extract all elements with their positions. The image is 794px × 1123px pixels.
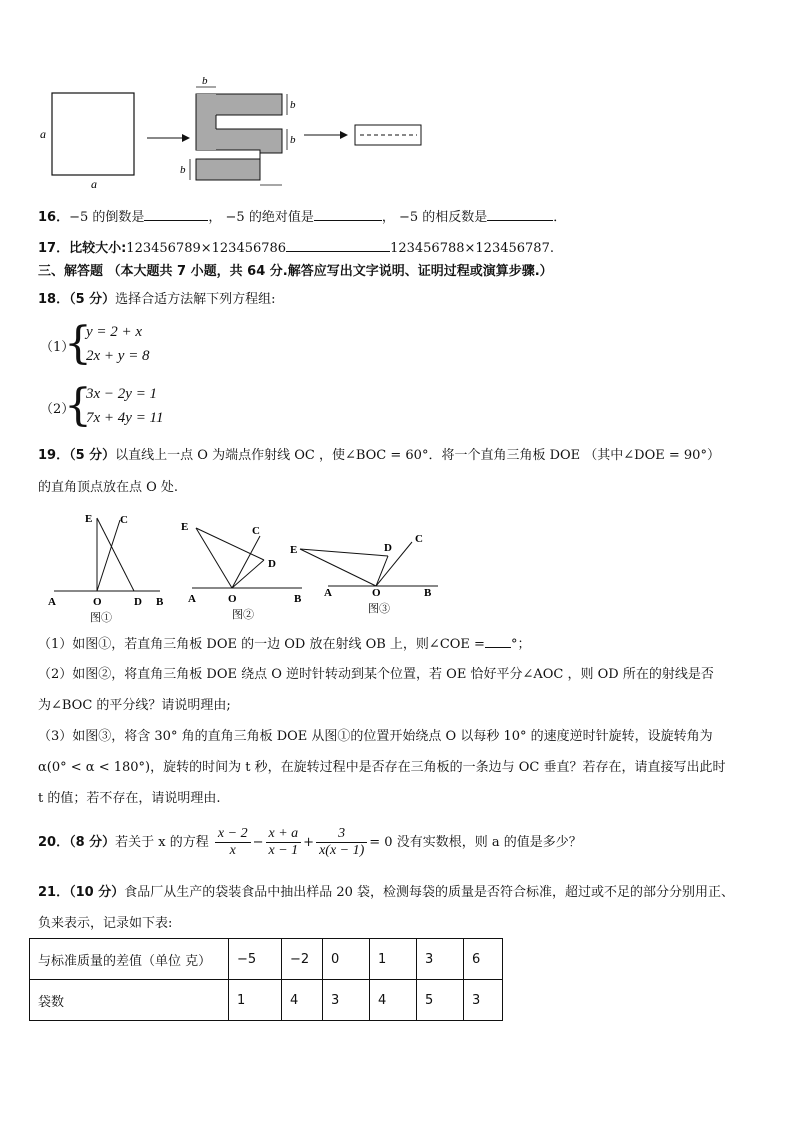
table-cell: 0 bbox=[323, 939, 370, 980]
svg-text:D: D bbox=[384, 542, 392, 554]
table-cell: 4 bbox=[282, 980, 323, 1021]
svg-text:B: B bbox=[424, 587, 432, 599]
svg-text:E: E bbox=[181, 521, 189, 533]
svg-text:b: b bbox=[290, 134, 296, 146]
svg-text:图③: 图③ bbox=[368, 603, 390, 615]
table-cell: 3 bbox=[417, 939, 464, 980]
table-row bbox=[30, 939, 503, 980]
svg-text:E: E bbox=[85, 513, 93, 525]
system-2: （2） { 3x − 2y = 1 7x + 4y = 11 bbox=[40, 380, 164, 431]
square-side-label: a bbox=[40, 127, 46, 141]
svg-text:b: b bbox=[202, 75, 208, 87]
fraction: $\frac{x - 2}{x}$ bbox=[215, 826, 251, 859]
svg-text:C: C bbox=[252, 525, 260, 537]
table-header-cell: 袋数 bbox=[30, 980, 229, 1021]
svg-text:C: C bbox=[120, 514, 128, 526]
answer-blank[interactable] bbox=[485, 633, 511, 648]
figure-3 bbox=[288, 516, 448, 624]
question-20: 20．（8 分）若关于 x 的方程 $\frac{x - 2}{x}$ − $\frac{x + a}{x - 1}$ + $\frac{3}{x(x - 1)}$ = 0 没有实数根，则 a 的值是多少？ bbox=[38, 826, 582, 858]
svg-text:E: E bbox=[290, 544, 298, 556]
svg-text:B: B bbox=[156, 596, 164, 608]
system-1: （1） { y = 2 + x 2x + y = 8 bbox=[40, 318, 150, 369]
svg-text:B: B bbox=[294, 593, 302, 605]
table-cell: 3 bbox=[323, 980, 370, 1021]
square-bottom-label: a bbox=[91, 177, 97, 191]
svg-text:A: A bbox=[48, 596, 56, 608]
table-cell: 1 bbox=[229, 980, 282, 1021]
question-19: 19．（5 分）以直线上一点 O 为端点作射线 OC ，使∠BOC = 60°．将一个直角三角板 DOE （其中∠DOE = 90°） bbox=[38, 448, 720, 463]
question-19-part-1: （1）如图①，若直角三角板 DOE 的一边 OD 放在射线 OB 上，则∠COE = °； bbox=[38, 633, 530, 655]
question-21-cont: 负来表示，记录如下表: bbox=[38, 916, 173, 931]
svg-text:O: O bbox=[93, 596, 102, 608]
fraction: $\frac{3}{x(x - 1)}$ bbox=[316, 826, 367, 859]
question-21: 21．（10 分）食品厂从生产的袋装食品中抽出样品 20 袋，检测每袋的质量是否符合标准，超过或不足的部分分别用正、 bbox=[38, 885, 735, 900]
data-table bbox=[29, 938, 503, 1021]
figure-1 bbox=[40, 508, 180, 626]
svg-text:D: D bbox=[268, 558, 276, 570]
table-cell: 6 bbox=[464, 939, 503, 980]
question-18: 18．（5 分）选择合适方法解下列方程组: bbox=[38, 292, 276, 307]
svg-text:O: O bbox=[372, 587, 381, 599]
svg-text:图②: 图② bbox=[232, 609, 254, 621]
question-17: 17．比较大小:123456789×123456786 123456788×123456787. bbox=[38, 237, 554, 259]
question-19-part-3-cont: α(0° < α < 180°)，旋转的时间为 t 秒，在旋转过程中是否存在三角板的一条边与 OC 垂直？若存在，请直接写出此时 bbox=[38, 760, 726, 775]
svg-text:A: A bbox=[188, 593, 196, 605]
table-row bbox=[30, 980, 503, 1021]
question-19-part-3-cont: t 的值；若不存在，请说明理由. bbox=[38, 791, 221, 806]
top-figure bbox=[30, 75, 430, 193]
answer-blank[interactable] bbox=[487, 206, 553, 221]
svg-text:O: O bbox=[228, 593, 237, 605]
arrow-icon bbox=[304, 131, 348, 139]
square-a bbox=[52, 93, 134, 175]
svg-text:A: A bbox=[324, 587, 332, 599]
table-cell: 4 bbox=[370, 980, 417, 1021]
question-19-part-2: （2）如图②，将直角三角板 DOE 绕点 O 逆时针转动到某个位置，若 OE 恰好平分∠AOC ，则 OD 所在的射线是否 bbox=[38, 667, 714, 682]
svg-text:图①: 图① bbox=[90, 612, 112, 624]
svg-text:D: D bbox=[134, 596, 142, 608]
question-19-part-3: （3）如图③，将含 30° 角的直角三角板 DOE 从图①的位置开始绕点 O 以每秒 10° 的速度逆时针旋转，设旋转角为 bbox=[38, 729, 713, 744]
svg-text:b: b bbox=[290, 99, 296, 111]
table-cell: 3 bbox=[464, 980, 503, 1021]
question-16: 16．−5 的倒数是 ， −5 的绝对值是 ， −5 的相反数是 ． bbox=[38, 206, 566, 228]
table-cell: −5 bbox=[229, 939, 282, 980]
answer-blank[interactable] bbox=[286, 237, 390, 252]
arrow-icon bbox=[147, 134, 190, 142]
section-3-heading: 三、解答题 （本大题共 7 小题，共 64 分.解答应写出文字说明、证明过程或演算步骤.） bbox=[38, 264, 553, 279]
svg-text:C: C bbox=[415, 533, 423, 545]
table-header-cell: 与标准质量的差值（单位 克） bbox=[30, 939, 229, 980]
answer-blank[interactable] bbox=[314, 206, 382, 221]
question-19-part-2-cont: 为∠BOC 的平分线？请说明理由; bbox=[38, 698, 231, 713]
table-cell: −2 bbox=[282, 939, 323, 980]
svg-text:b: b bbox=[180, 164, 186, 176]
fraction: $\frac{x + a}{x - 1}$ bbox=[266, 826, 302, 859]
answer-blank[interactable] bbox=[144, 206, 208, 221]
table-cell: 5 bbox=[417, 980, 464, 1021]
question-19-cont: 的直角顶点放在点 O 处. bbox=[38, 480, 179, 495]
table-cell: 1 bbox=[370, 939, 417, 980]
